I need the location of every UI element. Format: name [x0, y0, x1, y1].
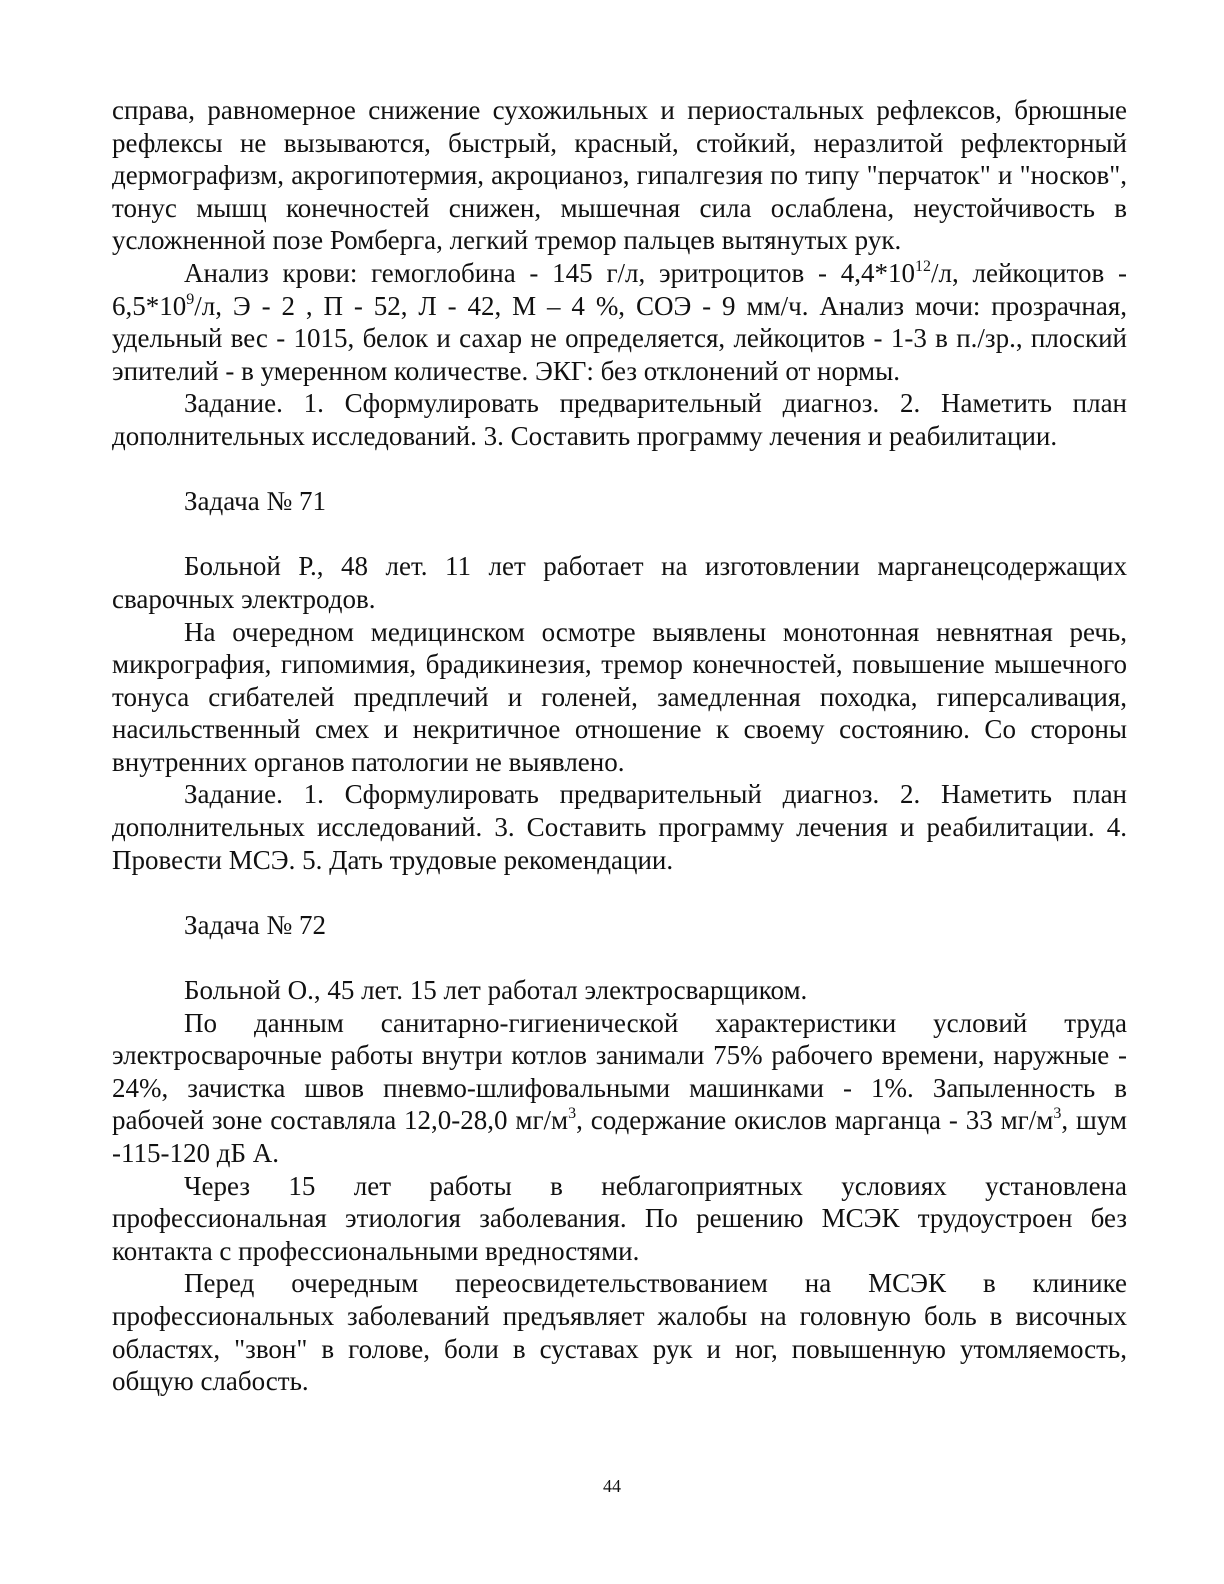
- superscript: 12: [915, 257, 932, 275]
- spacer: [112, 876, 1127, 909]
- paragraph-lab-results: [112, 257, 1127, 387]
- paragraph-exam-findings: справа, равномерное снижение сухожильных и периостальных рефлексов, брюшные рефлексы не вызываются, быстрый, красный, стойкий, неразлитой рефлекторный дермографизм, акрогипотермия, акроцианоз, гипалгезия по типу "перчаток" и "носков", тонус мышц конечностей снижен, мышечная сила ослаблена, неустойчивость в усложненной позе Ромберга, легкий тремор пальцев вытянутых рук.: [112, 95, 1127, 256]
- paragraph-complaints-72: Перед очередным переосвидетельствованием на МСЭК в клинике профессиональных заболеваний предъявляет жалобы на головную боль в височных областях, "звон" в голове, боли в суставах рук и ног, повышенную утомляемость, общую слабость.: [112, 1268, 1127, 1397]
- paragraph-patient-72: Больной О., 45 лет. 15 лет работал электросварщиком.: [184, 975, 808, 1006]
- conditions-text-2: , содержание окислов марганца - 33 мг/м: [576, 1105, 1054, 1136]
- superscript: 3: [1053, 1105, 1062, 1123]
- paragraph-history-72: Через 15 лет работы в неблагоприятных условиях установлена профессиональная этиология заболевания. По решению МСЭК трудоустроен без контакта с профессиональными вредностями.: [112, 1170, 1127, 1266]
- problem-heading-71: Задача № 71: [184, 486, 326, 517]
- document-body: [112, 94, 1127, 1398]
- lab-text-3: /л, Э - 2 , П - 52, Л - 42, М – 4 %, СОЭ - 9 мм/ч. Анализ мочи: прозрачная, удельный вес - 1015, белок и сахар не определяется, лейкоцитов - 1-3 в п./зр., плоский эпителий - в умеренном количестве. ЭКГ: без отклонений от нормы.: [112, 290, 1127, 386]
- page-number: 44: [603, 1476, 621, 1496]
- problem-heading-72: Задача № 72: [184, 909, 326, 940]
- paragraph-task: Задание. 1. Сформулировать предварительный диагноз. 2. Наметить план дополнительных исследований. 3. Составить программу лечения и реабилитации.: [112, 388, 1127, 451]
- paragraph-patient-71: Больной Р., 48 лет. 11 лет работает на изготовлении марганецсодержащих сварочных электродов.: [112, 551, 1127, 614]
- spacer: [112, 941, 1127, 974]
- paragraph-conditions-72: [112, 1007, 1127, 1170]
- conditions-text-1: По данным санитарно-гигиенической характеристики условий труда электросварочные работы внутри котлов занимали 75% рабочего времени, наружные - 24%, зачистка швов пневмо-шлифовальными машинками - 1%. Запыленность в рабочей зоне составляла 12,0-28,0 мг/м: [112, 1007, 1127, 1136]
- paragraph-findings-71: На очередном медицинском осмотре выявлены монотонная невнятная речь, микрография, гипомимия, брадикинезия, тремор конечностей, повышение мышечного тонуса сгибателей предплечий и голеней, замедленная походка, гиперсаливация, насильственный смех и некритичное отношение к своему состоянию. Со стороны внутренних органов патологии не выявлено.: [112, 616, 1127, 777]
- lab-text-1: Анализ крови: гемоглобина - 145 г/л, эритроцитов - 4,4*10: [184, 257, 916, 288]
- paragraph-task-71: Задание. 1. Сформулировать предварительный диагноз. 2. Наметить план дополнительных исследований. 3. Составить программу лечения и реабилитации. 4. Провести МСЭ. 5. Дать трудовые рекомендации.: [112, 779, 1127, 875]
- superscript: 3: [568, 1105, 577, 1123]
- lab-text-2: /л, лейкоцитов - 6,5*10: [112, 257, 1127, 321]
- superscript: 9: [186, 290, 195, 308]
- spacer: [112, 453, 1127, 486]
- conditions-text-3: , шум -115-120 дБ А.: [112, 1105, 1127, 1168]
- spacer: [112, 518, 1127, 551]
